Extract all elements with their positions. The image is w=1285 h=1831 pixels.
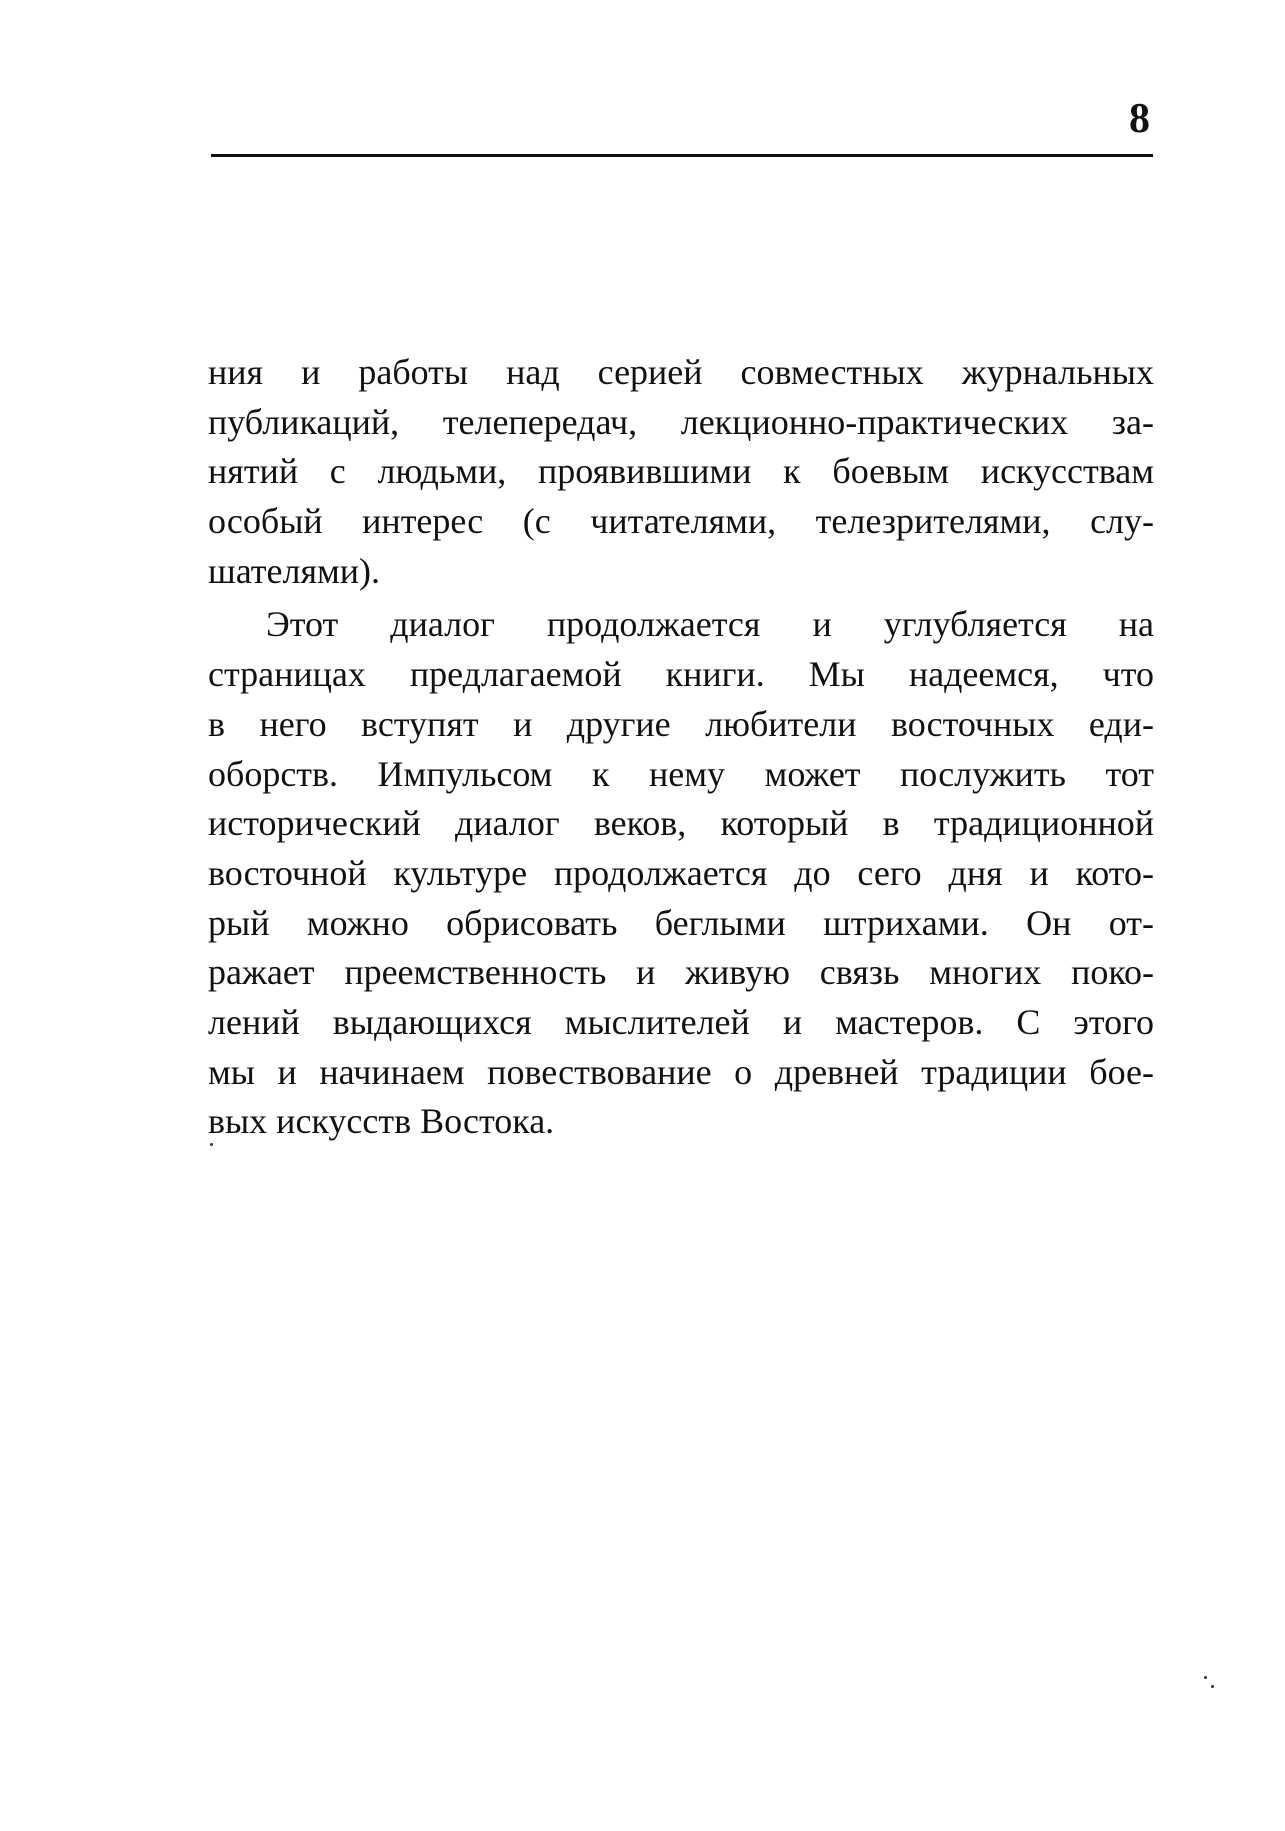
scan-speck bbox=[1204, 1676, 1207, 1679]
header-rule bbox=[211, 154, 1153, 157]
text-line: восточной культуре продолжается до сего дня и кото- bbox=[208, 852, 1154, 893]
text-line: оборств. Импульсом к нему может послужить тот bbox=[208, 753, 1154, 794]
text-line: особый интерес (с читателями, телезрителями, слу- bbox=[208, 501, 1154, 542]
scan-speck bbox=[1211, 1685, 1214, 1688]
text-line: рый можно обрисовать беглыми штрихами. Он от- bbox=[208, 902, 1154, 943]
body-text bbox=[208, 348, 1154, 1147]
page-number: 8 bbox=[1129, 96, 1150, 142]
text-line: Этот диалог продолжается и углубляется на bbox=[266, 604, 1154, 645]
text-line: вых искусств Востока. bbox=[208, 1101, 555, 1142]
text-line: шателями). bbox=[208, 550, 381, 591]
text-line: ражает преемственность и живую связь многих поко- bbox=[208, 952, 1154, 993]
scan-speck bbox=[210, 1143, 213, 1146]
text-line: в него вступят и другие любители восточных еди- bbox=[208, 703, 1154, 744]
paragraph-1 bbox=[208, 348, 1154, 596]
text-line: лений выдающихся мыслителей и мастеров. С этого bbox=[208, 1001, 1154, 1042]
text-line: мы и начинаем повествование о древней традиции бое- bbox=[208, 1051, 1154, 1092]
text-line: страницах предлагаемой книги. Мы надеемся, что bbox=[208, 654, 1154, 695]
text-line: публикаций, телепередач, лекционно-практических за- bbox=[208, 401, 1154, 442]
text-line: нятий с людьми, проявившими к боевым искусствам bbox=[208, 451, 1154, 492]
text-line: исторический диалог веков, который в традиционной bbox=[208, 803, 1154, 844]
paragraph-2 bbox=[208, 600, 1154, 1147]
text-line: ния и работы над серией совместных журнальных bbox=[208, 352, 1154, 392]
